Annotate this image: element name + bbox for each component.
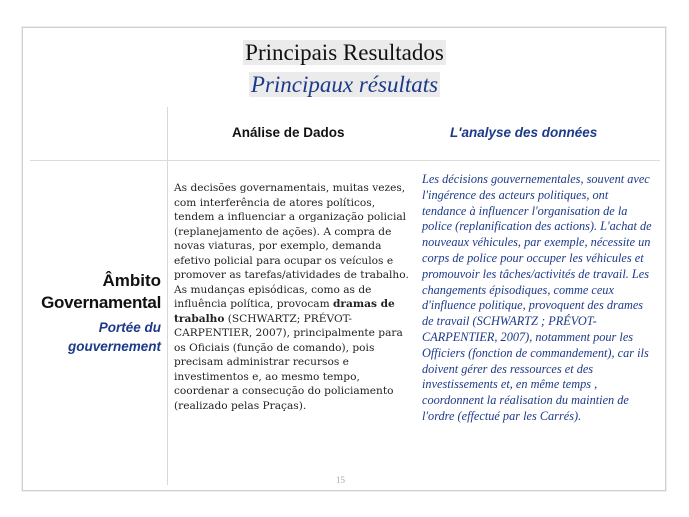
row-label	[30, 270, 161, 356]
row-label-line-2: Governamental	[41, 293, 161, 312]
analysis-text-pt	[174, 181, 409, 413]
slide-title-fr: Principaux résultats	[250, 72, 439, 97]
table-column-divider	[167, 107, 168, 485]
analysis-text-pt-bold: dramas de trabalho	[174, 298, 395, 325]
row-label-line-3: Portée du	[98, 320, 161, 335]
column-header-pt: Análise de Dados	[232, 125, 345, 140]
row-label-line-1: Âmbito	[102, 271, 161, 290]
analysis-text-fr: Les décisions gouvernementales, souvent avec l'ingérence des acteurs politiques, ont tendance à influencer l'organisation de la police (replanification des actions). L'achat de nouveaux véhicules, par exemple, nécessite un corps de police pour occuper les véhicules et promouvoir les tâches/activités de travail. Les changements épisodiques, comme ceux d'influence politique, provoquent des drames de travail (SCHWARTZ ; PRÉVOT-CARPENTIER, 2007), notamment pour les Officiers (fonction de commandement), car ils doivent gérer des ressources et des investissements et, en même temps , coordonnent la réalisation du maintien de l'ordre (effectué par les Carrés).	[422, 172, 652, 423]
analysis-text-pt-part2: (SCHWARTZ; PRÉVOT-CARPENTIER, 2007), principalmente para os Oficiais (função de comando), pois precisam administrar recursos e investimentos e, ao mesmo tempo, coordenar a consecução do policiamento (realizado pelas Praças).	[174, 312, 403, 412]
row-label-line-4: gouvernement	[67, 339, 161, 354]
analysis-text-pt-part1: As decisões governamentais, muitas vezes, com interferência de atores políticos, tendem a influenciar a organização policial (replanejamento de ações). A compra de novas viaturas, por exemplo, demanda efetivo policial para ocupar os veículos e promover as tarefas/atividades de trabalho. As mudanças episódicas, como as de influência política, provocam	[174, 182, 409, 310]
column-header-fr: L'analyse des données	[450, 125, 598, 140]
slide-title-pt: Principais Resultados	[245, 40, 444, 65]
page-number: 15	[336, 475, 345, 485]
table-header-divider	[30, 160, 660, 161]
